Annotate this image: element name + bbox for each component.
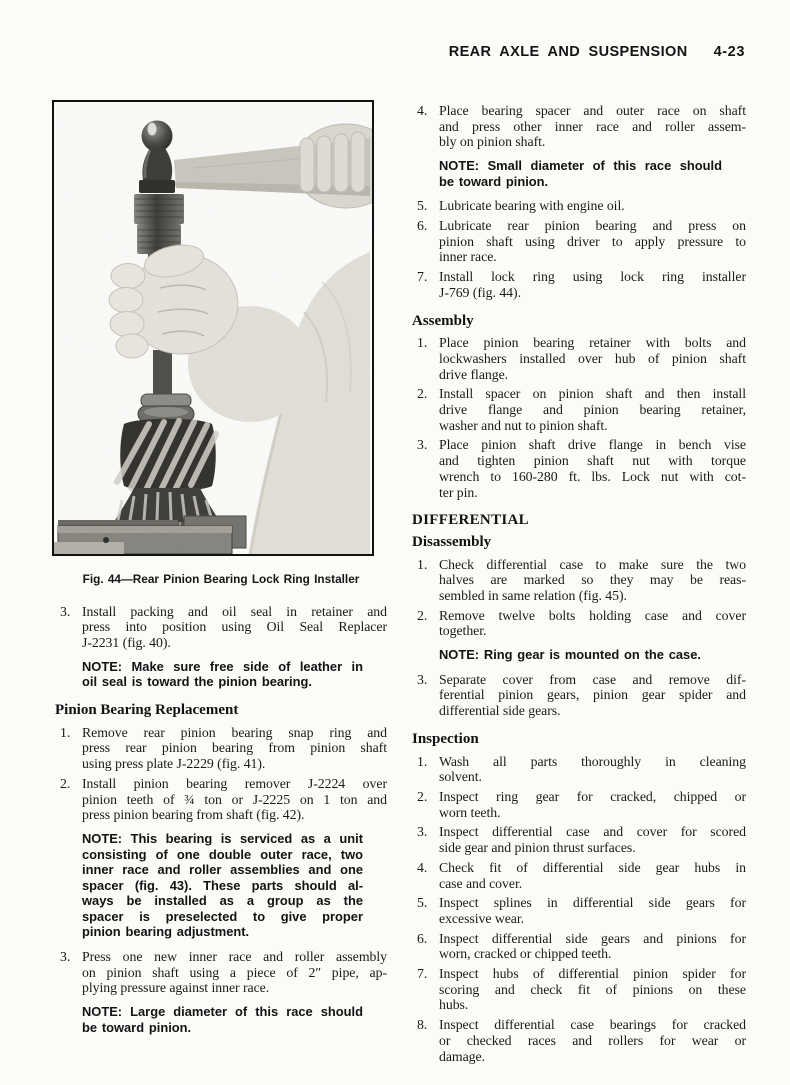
item-number: 3. xyxy=(60,603,71,619)
item-text xyxy=(82,725,387,772)
list-item xyxy=(412,335,746,382)
text-line: Install lock ring using lock ring installer xyxy=(439,269,746,285)
text-line: washer and nut to pinion shaft. xyxy=(439,417,608,433)
text-line: plying pressure against inner race. xyxy=(82,980,270,996)
text-line: inner race. xyxy=(439,249,497,265)
item-number: 6. xyxy=(417,218,428,233)
item-number: 2. xyxy=(417,386,428,402)
text-line: press pinion bearing from shaft (fig. 42). xyxy=(82,807,305,823)
text-line: J-769 (fig. 44). xyxy=(439,284,521,300)
text-line: case and cover. xyxy=(439,875,523,891)
item-text xyxy=(439,218,746,265)
text-line: Check differential case to make sure the two xyxy=(439,556,746,572)
item-number: 3. xyxy=(417,671,428,687)
text-line: bly on pinion shaft. xyxy=(439,134,546,150)
section-heading: DIFFERENTIAL xyxy=(412,512,529,529)
photo-grain-overlay xyxy=(54,102,372,554)
text-line: Install spacer on pinion shaft and then install xyxy=(439,386,746,402)
list-item xyxy=(55,725,387,772)
text-line: Place pinion bearing retainer with bolts and xyxy=(439,335,746,351)
note-block xyxy=(439,647,722,663)
text-line: damage. xyxy=(439,1048,485,1064)
item-number: 5. xyxy=(417,198,428,214)
figure-44-illustration xyxy=(54,102,372,554)
text-line: Inspect hubs of differential pinion spider for xyxy=(439,966,746,982)
text-line: press rear pinion bearing from pinion shaft xyxy=(82,740,387,756)
list-item xyxy=(412,608,746,639)
text-line: excessive wear. xyxy=(439,910,525,926)
text-line: inner race and roller assemblies and one xyxy=(82,862,363,878)
text-line: and tighten pinion shaft nut with torque xyxy=(439,453,746,469)
text-line: Install packing and oil seal in retainer and xyxy=(82,603,387,619)
item-number: 5. xyxy=(417,895,428,911)
text-line: NOTE: Small diameter of this race should xyxy=(439,158,722,174)
item-number: 3. xyxy=(417,437,428,453)
text-line: be toward pinion. xyxy=(82,1019,192,1035)
text-line: scoring and check fit of pinions on these xyxy=(439,981,746,997)
item-number: 8. xyxy=(417,1017,428,1033)
item-text xyxy=(439,557,746,604)
text-line: oil seal is toward the pinion bearing. xyxy=(82,674,312,690)
text-line: be toward pinion. xyxy=(439,173,549,189)
item-number: 1. xyxy=(417,556,428,572)
list-item xyxy=(412,198,746,214)
text-line: together. xyxy=(439,623,487,639)
text-line: Separate cover from case and remove dif- xyxy=(439,671,746,687)
note-block xyxy=(439,158,722,189)
column-right xyxy=(412,99,746,1068)
item-text xyxy=(439,1017,746,1064)
text-line: NOTE: Make sure free side of leather in xyxy=(82,658,363,674)
text-line: consisting of one double outer race, two xyxy=(82,846,363,862)
text-line: Inspect ring gear for cracked, chipped or xyxy=(439,788,746,804)
text-line: pinion teeth of ¾ ton or J-2225 on 1 ton and xyxy=(82,791,387,807)
text-line: ferential pinion gears, pinion gear spider and xyxy=(439,687,746,703)
item-text xyxy=(439,437,746,500)
text-line: Wash all parts thoroughly in cleaning xyxy=(439,753,746,769)
figure-caption: Fig. 44—Rear Pinion Bearing Lock Ring Installer xyxy=(82,572,360,586)
column-left xyxy=(55,572,387,1044)
item-number: 2. xyxy=(417,788,428,804)
item-number: 1. xyxy=(417,335,428,351)
item-text xyxy=(439,269,746,300)
text-line: Press one new inner race and roller assembly xyxy=(82,949,387,965)
text-line: pinion bearing adjustment. xyxy=(82,924,250,940)
item-number: 3. xyxy=(417,824,428,840)
item-number: 2. xyxy=(417,607,428,623)
item-text xyxy=(439,754,746,785)
item-text xyxy=(82,604,387,651)
text-line: hubs. xyxy=(439,997,469,1013)
list-item xyxy=(412,437,746,500)
list-item xyxy=(412,966,746,1013)
text-line: Place pinion shaft drive flange in bench vise xyxy=(439,437,746,453)
header-title: REAR AXLE AND SUSPENSION xyxy=(448,44,688,60)
list-item xyxy=(412,103,746,150)
text-line: Inspect differential case and cover for scored xyxy=(439,824,746,840)
text-line: drive flange and pinion bearing retainer, xyxy=(439,402,746,418)
item-text xyxy=(439,672,746,719)
text-line: Remove twelve bolts holding case and cover xyxy=(439,607,746,623)
text-line: spacer (fig. 43). These parts should al- xyxy=(82,877,363,893)
item-text xyxy=(439,608,746,639)
text-line: spacer is preselected to give proper xyxy=(82,908,363,924)
list-item xyxy=(412,824,746,855)
list-item xyxy=(55,604,387,651)
list-item xyxy=(412,672,746,719)
text-line: using press plate J-2229 (fig. 41). xyxy=(82,756,266,772)
text-line: J-2231 (fig. 40). xyxy=(82,635,171,651)
text-line: on pinion shaft using a piece of 2″ pipe, ap- xyxy=(82,964,387,980)
text-line: drive flange. xyxy=(439,366,509,382)
list-item xyxy=(412,789,746,820)
item-number: 2. xyxy=(60,775,71,791)
list-item xyxy=(412,895,746,926)
text-line: worn teeth. xyxy=(439,804,501,820)
text-line: press into position using Oil Seal Replacer xyxy=(82,619,387,635)
text-line: halves are marked so they may be reas- xyxy=(439,572,746,588)
text-line: Inspect differential side gears and pinions for xyxy=(439,930,746,946)
item-text xyxy=(439,335,746,382)
list-item xyxy=(412,1017,746,1064)
text-line: NOTE: This bearing is serviced as a unit xyxy=(82,830,363,846)
item-number: 3. xyxy=(60,949,71,965)
text-line: pinion shaft using driver to apply pressure to xyxy=(439,233,746,249)
item-number: 6. xyxy=(417,930,428,946)
item-text xyxy=(439,198,746,214)
list-item xyxy=(55,776,387,823)
item-text xyxy=(439,386,746,433)
text-line: and press other inner race and roller assem- xyxy=(439,118,746,134)
text-line: Inspect differential case bearings for cracked xyxy=(439,1017,746,1033)
item-text xyxy=(439,103,746,150)
list-item xyxy=(412,931,746,962)
section-heading: Pinion Bearing Replacement xyxy=(55,702,239,718)
list-item xyxy=(412,557,746,604)
text-line: differential side gears. xyxy=(439,703,561,719)
item-number: 4. xyxy=(417,859,428,875)
text-line: lockwashers installed over hub of pinion shaft xyxy=(439,350,746,366)
item-text xyxy=(439,931,746,962)
text-line: Install pinion bearing remover J-2224 over xyxy=(82,775,387,791)
text-line: Check fit of differential side gear hubs in xyxy=(439,859,746,875)
figure-44-photo xyxy=(52,100,374,556)
list-item xyxy=(412,860,746,891)
item-text xyxy=(439,789,746,820)
text-line: NOTE: Ring gear is mounted on the case. xyxy=(439,647,701,663)
item-number: 1. xyxy=(417,753,428,769)
text-line: Remove rear pinion bearing snap ring and xyxy=(82,724,387,740)
text-line: sembled in same relation (fig. 45). xyxy=(439,588,627,604)
list-item xyxy=(55,949,387,996)
text-line: ter pin. xyxy=(439,484,478,500)
page-number: 4-23 xyxy=(713,44,745,60)
text-line: ways be installed as a group as the xyxy=(82,893,363,909)
note-block xyxy=(82,1004,363,1035)
item-text xyxy=(439,966,746,1013)
text-line: Inspect splines in differential side gears for xyxy=(439,895,746,911)
item-number: 7. xyxy=(417,966,428,982)
item-text xyxy=(82,949,387,996)
list-item xyxy=(412,269,746,300)
text-line: worn, cracked or chipped teeth. xyxy=(439,946,612,962)
running-header xyxy=(449,44,745,60)
text-line: or checked races and rollers for wear or xyxy=(439,1032,746,1048)
text-line: solvent. xyxy=(439,769,482,785)
item-number: 4. xyxy=(417,103,428,118)
note-block xyxy=(82,831,363,940)
item-text xyxy=(439,895,746,926)
item-text xyxy=(439,824,746,855)
text-line: side gear and pinion thrust surfaces. xyxy=(439,840,636,856)
item-text xyxy=(439,860,746,891)
text-line: Lubricate bearing with engine oil. xyxy=(439,198,625,214)
list-item xyxy=(412,218,746,265)
text-line: wrench to 160-280 ft. lbs. Lock nut with cot- xyxy=(439,468,746,484)
section-heading: Inspection xyxy=(412,730,479,747)
item-number: 1. xyxy=(60,724,71,740)
text-line: Place bearing spacer and outer race on shaft xyxy=(439,103,746,118)
item-text xyxy=(82,776,387,823)
note-block xyxy=(82,659,363,690)
item-number: 7. xyxy=(417,269,428,285)
text-line: Lubricate rear pinion bearing and press on xyxy=(439,218,746,233)
section-heading: Disassembly xyxy=(412,533,492,550)
text-line: NOTE: Large diameter of this race should xyxy=(82,1004,363,1020)
list-item xyxy=(412,754,746,785)
list-item xyxy=(412,386,746,433)
section-heading: Assembly xyxy=(412,312,474,329)
